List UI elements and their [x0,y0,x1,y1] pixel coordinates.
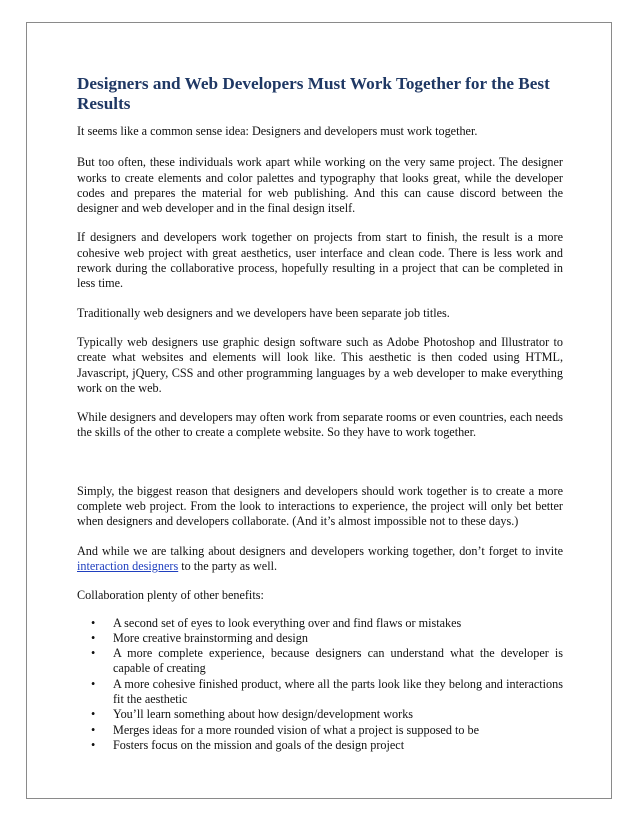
bullet-icon: • [91,630,96,645]
list-item [77,646,563,677]
list-item [77,707,563,722]
list-item-text: You’ll learn something about how design/development works [113,707,414,722]
list-item-text: A more complete experience, because designers can understand what the developer is capable of creating [113,646,563,676]
list-item [77,631,563,646]
paragraph-work-together: If designers and developers work together on projects from start to finish, the result is a more cohesive web project with great aesthetics, user interface and clean code. There is less work and rework during the collaborative process, hopefully resulting in a project that can be completed in less time. [77,230,563,291]
list-item [77,616,563,631]
section-spacer [77,455,563,484]
paragraph-separate-rooms: While designers and developers may often work from separate rooms or even countries, each needs the skills of the other to create a complete website. So they have to work together. [77,410,563,440]
bullet-icon: • [91,737,96,752]
list-item [77,723,563,738]
list-item [77,738,563,753]
bullet-icon: • [91,615,96,630]
bullet-icon: • [91,722,96,737]
list-item [77,677,563,708]
list-item-text: A more cohesive finished product, where all the parts look like they belong and interactions fit the aesthetic [113,676,563,707]
list-item-text: Fosters focus on the mission and goals of the design project [113,737,405,752]
benefits-list [77,616,563,754]
document-body [77,74,563,753]
bullet-icon: • [91,646,96,661]
interaction-designers-link[interactable]: interaction designers [77,558,179,573]
invite-text-after: to the party as well. [178,558,278,573]
article-title: Designers and Web Developers Must Work Together for the Best Results [77,74,550,113]
paragraph-intro: It seems like a common sense idea: Designers and developers must work together. [77,124,478,138]
bullet-icon: • [91,676,96,691]
paragraph-design-software: Typically web designers use graphic design software such as Adobe Photoshop and Illustrator to create what websites and elements will look like. This aesthetic is then coded using HTML, Javascript, jQuery, CSS and other programming languages by a web developer to make everything work on the web. [77,334,563,395]
paragraph-job-titles: Traditionally web designers and we developers have been separate job titles. [77,305,450,320]
paragraph-work-apart: But too often, these individuals work apart while working on the very same project. The designer works to create elements and color palettes and typography that looks great, while the developer codes and prepares the material for web publishing. And this can cause discord between the designer and web developer and in the final design itself. [77,155,563,216]
paragraph-benefits-intro: Collaboration plenty of other benefits: [77,588,264,603]
list-item-text: More creative brainstorming and design [113,630,308,645]
invite-text-before: And while we are talking about designers and developers working together, don’t forget to invite [77,543,563,558]
paragraph-invite [77,544,563,575]
bullet-icon: • [91,707,96,722]
list-item-text: Merges ideas for a more rounded vision of what a project is supposed to be [113,722,479,737]
paragraph-biggest-reason: Simply, the biggest reason that designers and developers should work together is to create a more complete web project. From the look to interactions to experience, the project will only bet better when designers and developers collaborate. (And it’s almost impossible not to these days.) [77,483,563,529]
list-item-text: A second set of eyes to look everything over and find flaws or mistakes [113,615,462,630]
